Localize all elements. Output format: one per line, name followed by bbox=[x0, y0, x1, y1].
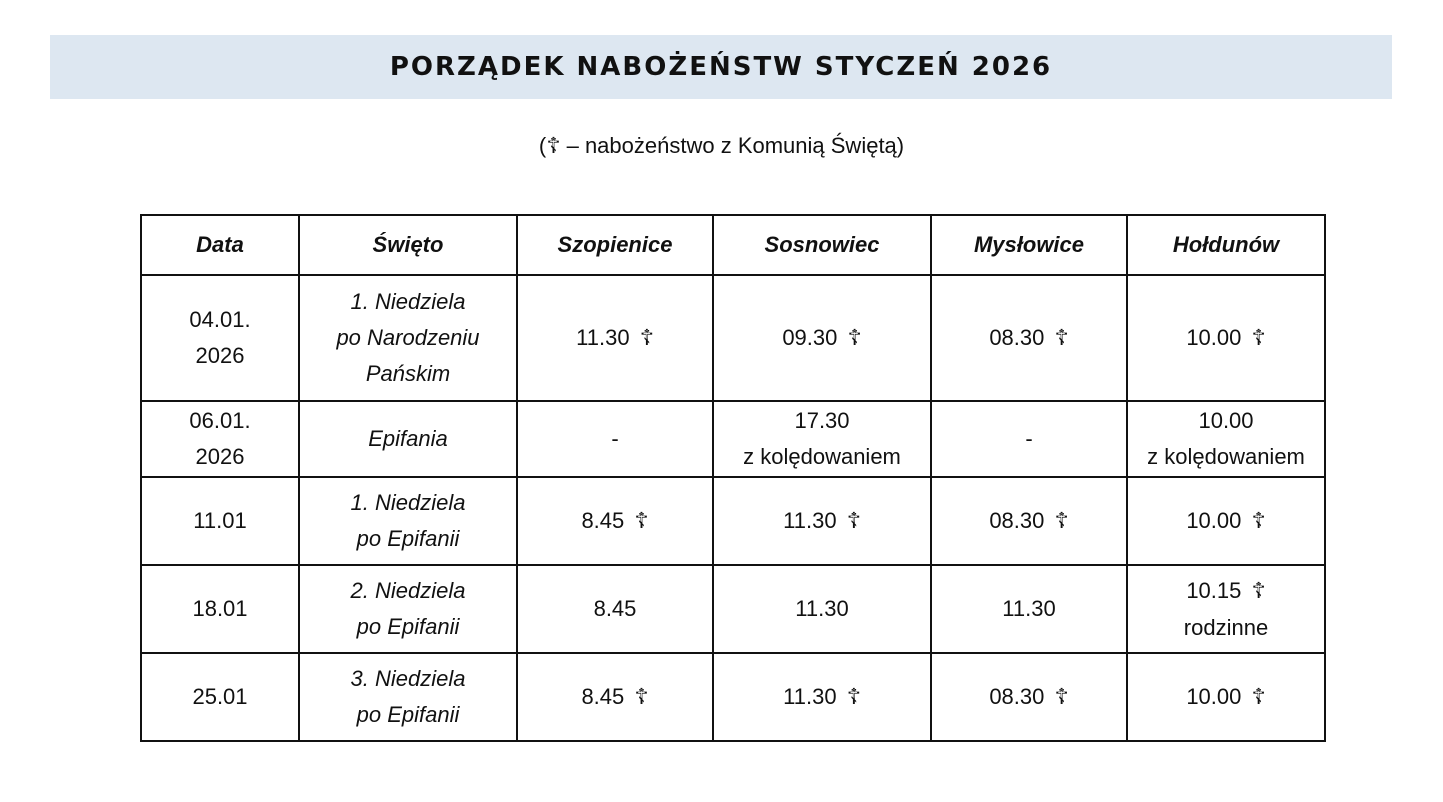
table-row bbox=[141, 275, 1325, 401]
header-holdunow: Hołdunów bbox=[1127, 215, 1325, 275]
cross-icon: ☦ bbox=[634, 684, 649, 710]
header-myslowice: Mysłowice bbox=[931, 215, 1127, 275]
header-sosnowiec: Sosnowiec bbox=[713, 215, 931, 275]
time-value: 8.45 bbox=[593, 596, 637, 621]
time-value: 8.45 bbox=[581, 683, 625, 709]
header-swieto: Święto bbox=[299, 215, 517, 275]
service-note: z kolędowaniem bbox=[743, 444, 901, 469]
cell-feast bbox=[299, 565, 517, 653]
feast-line: 1. Niedziela bbox=[350, 289, 466, 314]
feast-line: Pańskim bbox=[365, 361, 451, 386]
feast-line: 1. Niedziela bbox=[350, 490, 466, 515]
feast-line: po Narodzeniu bbox=[336, 325, 480, 350]
time-line bbox=[1128, 573, 1324, 610]
feast-line: po Epifanii bbox=[356, 702, 460, 727]
time-value: 09.30 bbox=[782, 324, 838, 350]
service-note: z kolędowaniem bbox=[1147, 444, 1305, 469]
cell-myslowice bbox=[931, 401, 1127, 477]
cell-holdunow bbox=[1127, 275, 1325, 401]
time-value: 10.00 bbox=[1198, 408, 1254, 433]
time-value: 10.00 bbox=[1186, 324, 1242, 350]
cell-date bbox=[141, 565, 299, 653]
date-line: 18.01 bbox=[192, 596, 248, 621]
cell-holdunow bbox=[1127, 401, 1325, 477]
time-value: 08.30 bbox=[989, 507, 1045, 533]
date-line: 06.01. bbox=[189, 408, 251, 433]
cell-holdunow bbox=[1127, 565, 1325, 653]
date-line: 25.01 bbox=[192, 684, 248, 709]
feast-line: po Epifanii bbox=[356, 526, 460, 551]
cell-myslowice bbox=[931, 565, 1127, 653]
page-title: PORZĄDEK NABOŻEŃSTW STYCZEŃ 2026 bbox=[389, 52, 1053, 82]
cell-szopienice bbox=[517, 653, 713, 741]
table-row bbox=[141, 401, 1325, 477]
cell-holdunow bbox=[1127, 477, 1325, 565]
service-note: rodzinne bbox=[1183, 614, 1269, 640]
feast-line: Epifania bbox=[368, 426, 448, 451]
cell-myslowice bbox=[931, 477, 1127, 565]
cell-myslowice bbox=[931, 653, 1127, 741]
cross-icon: ☦ bbox=[639, 325, 654, 351]
cross-icon: ☦ bbox=[1251, 578, 1266, 604]
cross-icon: ☦ bbox=[1054, 684, 1069, 710]
cell-sosnowiec bbox=[713, 565, 931, 653]
cell-date bbox=[141, 477, 299, 565]
time-value: 11.30 bbox=[1002, 596, 1056, 621]
cell-szopienice bbox=[517, 401, 713, 477]
date-line: 11.01 bbox=[193, 508, 247, 533]
time-value: 11.30 bbox=[795, 596, 849, 621]
time-value: - bbox=[1025, 426, 1033, 451]
time-value: 08.30 bbox=[989, 683, 1045, 709]
feast-line: po Epifanii bbox=[356, 614, 460, 639]
cell-date bbox=[141, 653, 299, 741]
title-banner bbox=[50, 35, 1392, 99]
cell-date bbox=[141, 401, 299, 477]
time-value: 11.30 bbox=[576, 324, 630, 350]
time-value: 11.30 bbox=[783, 683, 837, 709]
cross-icon: ☦ bbox=[1054, 325, 1069, 351]
communion-legend bbox=[0, 133, 1443, 159]
time-value: 17.30 bbox=[794, 408, 850, 433]
legend-open-paren: ( bbox=[538, 133, 547, 158]
cell-szopienice bbox=[517, 477, 713, 565]
feast-line: 2. Niedziela bbox=[350, 578, 466, 603]
cell-feast bbox=[299, 653, 517, 741]
table-header-row bbox=[141, 215, 1325, 275]
cell-sosnowiec bbox=[713, 275, 931, 401]
time-value: - bbox=[611, 426, 619, 451]
feast-line: 3. Niedziela bbox=[350, 666, 466, 691]
cell-feast bbox=[299, 401, 517, 477]
cross-icon: ☦ bbox=[546, 134, 561, 159]
date-line: 04.01. bbox=[189, 307, 251, 332]
services-table bbox=[140, 214, 1326, 742]
legend-text: – nabożeństwo z Komunią Świętą) bbox=[560, 133, 905, 158]
time-value: 11.30 bbox=[783, 507, 837, 533]
time-value: 8.45 bbox=[581, 507, 625, 533]
cross-icon: ☦ bbox=[634, 508, 649, 534]
cross-icon: ☦ bbox=[846, 684, 861, 710]
cell-feast bbox=[299, 275, 517, 401]
time-value: 10.15 bbox=[1186, 577, 1242, 603]
table-row bbox=[141, 565, 1325, 653]
cross-icon: ☦ bbox=[1054, 508, 1069, 534]
cell-sosnowiec bbox=[713, 653, 931, 741]
header-data: Data bbox=[141, 215, 299, 275]
cross-icon: ☦ bbox=[847, 325, 862, 351]
table-row bbox=[141, 477, 1325, 565]
time-value: 10.00 bbox=[1186, 683, 1242, 709]
cell-szopienice bbox=[517, 275, 713, 401]
cell-holdunow bbox=[1127, 653, 1325, 741]
cell-myslowice bbox=[931, 275, 1127, 401]
cell-szopienice bbox=[517, 565, 713, 653]
cell-date bbox=[141, 275, 299, 401]
time-value: 10.00 bbox=[1186, 507, 1242, 533]
header-szopienice: Szopienice bbox=[517, 215, 713, 275]
cross-icon: ☦ bbox=[1251, 508, 1266, 534]
time-value: 08.30 bbox=[989, 324, 1045, 350]
cell-feast bbox=[299, 477, 517, 565]
date-line: 2026 bbox=[195, 444, 245, 469]
cell-sosnowiec bbox=[713, 401, 931, 477]
cross-icon: ☦ bbox=[1251, 684, 1266, 710]
date-line: 2026 bbox=[195, 343, 245, 368]
cross-icon: ☦ bbox=[1251, 325, 1266, 351]
cell-sosnowiec bbox=[713, 477, 931, 565]
cross-icon: ☦ bbox=[846, 508, 861, 534]
table-row bbox=[141, 653, 1325, 741]
